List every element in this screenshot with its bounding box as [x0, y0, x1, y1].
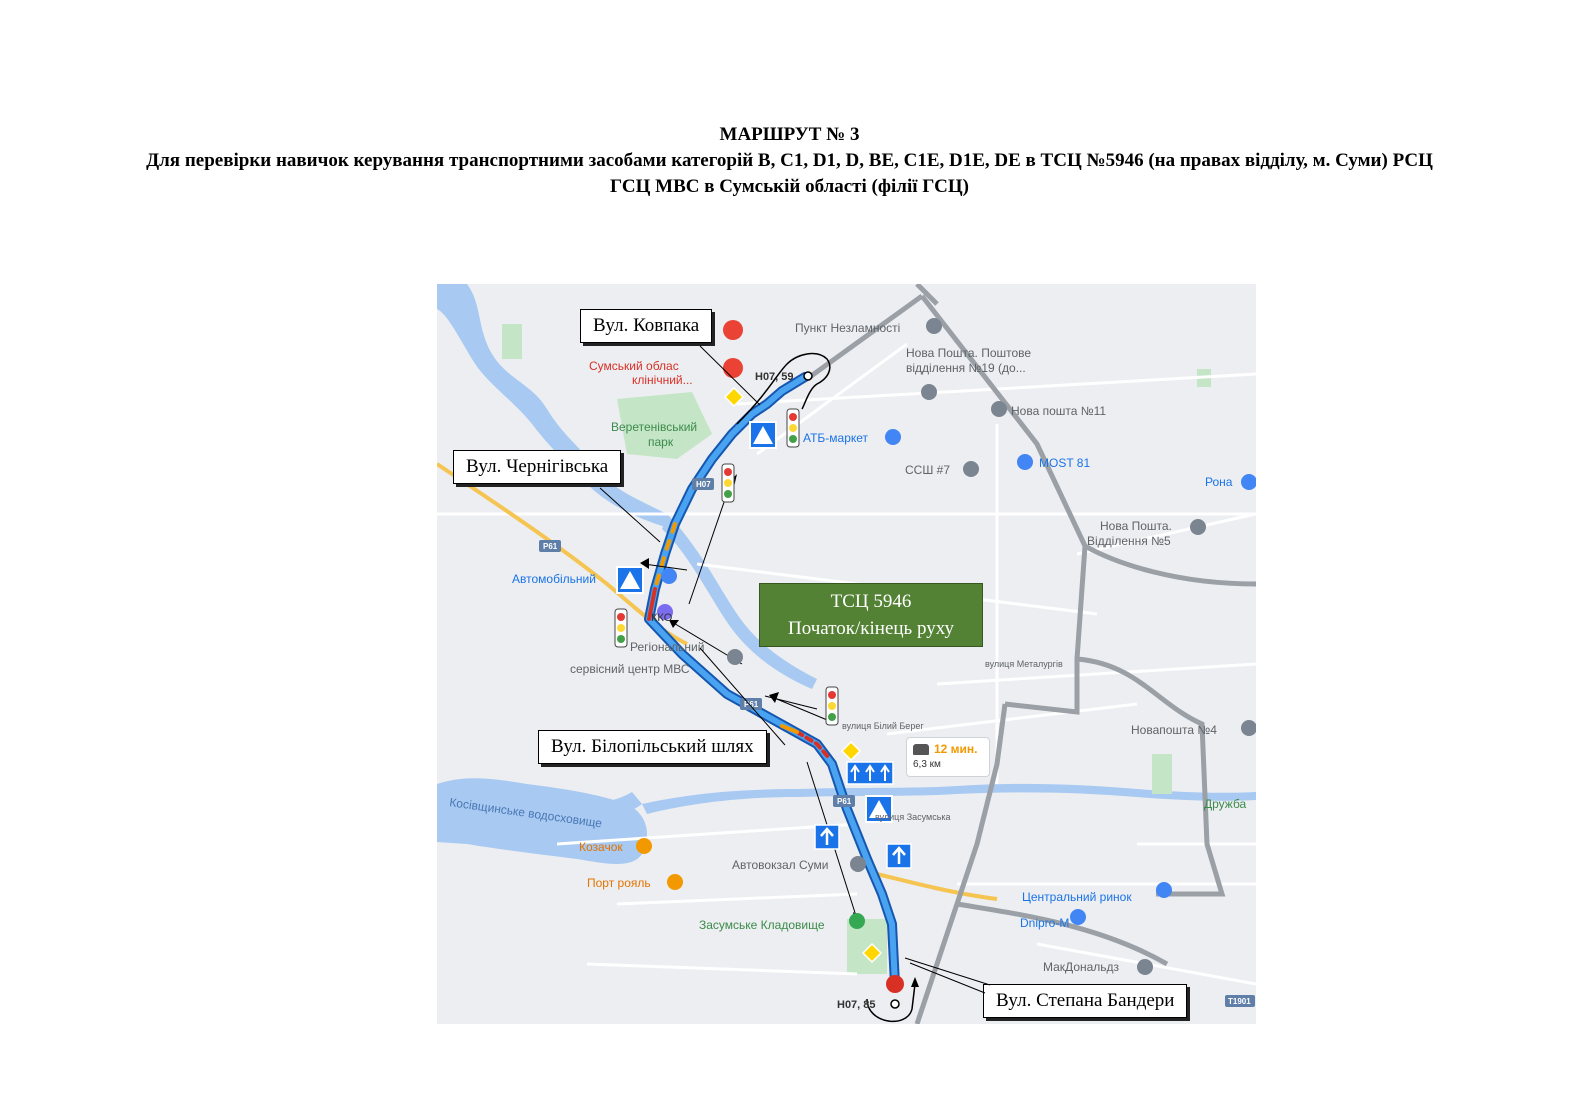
- badge-p61-b: Р61: [744, 700, 759, 709]
- route-description-line1: Для перевірки навичок керування транспортними засобами категорій B, C1, D1, D, BE, C1E, D1E, DE в ТСЦ №5946 (на правах відділу, м. Суми) РСЦ: [146, 150, 1433, 171]
- callout-chernihivska: Вул. Чернігівська: [453, 450, 621, 484]
- place-np19-line1: Нова Пошта. Поштове: [906, 346, 1032, 360]
- tsc-label: ТСЦ 5946: [830, 591, 912, 612]
- trip-duration-box[interactable]: [906, 737, 990, 777]
- place-kozachok: Козачок: [579, 840, 623, 854]
- place-atb: АТБ-маркет: [803, 431, 869, 445]
- place-port: Порт рояль: [587, 876, 651, 890]
- place-cemetery: Засумське Кладовище: [699, 918, 825, 932]
- badge-p61-c: Р61: [837, 797, 852, 806]
- route-title: МАРШРУТ № 3: [719, 124, 860, 145]
- place-mcd: МакДональдз: [1043, 960, 1120, 974]
- callout-bilopilskyi: Вул. Білопільський шлях: [538, 730, 767, 764]
- place-hospital-line2: клінічний...: [632, 373, 693, 387]
- place-avtovokzal: Автовокзал Суми: [732, 858, 829, 872]
- place-most81: MOST 81: [1039, 456, 1091, 470]
- place-park-line2: парк: [648, 435, 674, 449]
- route-description-line2: ГСЦ МВС в Сумській області (філії ГСЦ): [610, 176, 969, 197]
- place-np5-line2: Відділення №5: [1087, 534, 1171, 548]
- waypoint-kko: ККО: [651, 612, 673, 624]
- place-druzhba: Дружба: [1204, 797, 1247, 811]
- place-np19-line2: відділення №19 (до...: [906, 361, 1026, 375]
- place-avto: Автомобільний: [512, 572, 596, 586]
- place-np4: Новапошта №4: [1131, 723, 1217, 737]
- tsc-start-end-box: [759, 583, 983, 647]
- tsc-start-end-label: Початок/кінець руху: [787, 618, 954, 639]
- place-regional-line1: Регіональний: [630, 640, 705, 654]
- trip-distance: 6,3 км: [913, 759, 941, 770]
- place-dnipro: Dnipro-M: [1020, 916, 1070, 930]
- place-np5-line1: Нова Пошта.: [1100, 519, 1172, 533]
- callout-bandery: Вул. Степана Бандери: [983, 984, 1187, 1018]
- place-regional-line2: сервісний центр МВС: [570, 662, 690, 676]
- waypoint-south-label: Н07, 85: [837, 999, 876, 1011]
- badge-p61-a: Р61: [543, 542, 558, 551]
- place-reservoir: Косівщинське водосховище: [448, 795, 603, 831]
- callout-kovpaka: Вул. Ковпака: [580, 309, 712, 343]
- trip-duration: 12 мин.: [934, 742, 978, 756]
- place-market: Центральний ринок: [1022, 890, 1132, 904]
- place-np11: Нова пошта №11: [1011, 404, 1107, 418]
- place-ssh7: ССШ #7: [905, 463, 951, 477]
- street-zasumska: вулиця Засумська: [875, 812, 951, 822]
- badge-t1901: Т1901: [1228, 997, 1251, 1006]
- place-rona: Рона: [1205, 475, 1233, 489]
- place-park-line1: Веретенівський: [611, 420, 698, 434]
- street-metalurhiv: вулиця Металургів: [985, 659, 1063, 669]
- badge-h07-a: Н07: [696, 480, 711, 489]
- waypoint-north-label: Н07, 59: [755, 371, 794, 383]
- place-punkt: Пункт Незламності: [795, 321, 901, 335]
- street-bilyi-bereh: вулиця Білий Берег: [842, 721, 924, 731]
- car-icon: [913, 744, 929, 755]
- place-hospital-line1: Сумський облас: [589, 359, 679, 373]
